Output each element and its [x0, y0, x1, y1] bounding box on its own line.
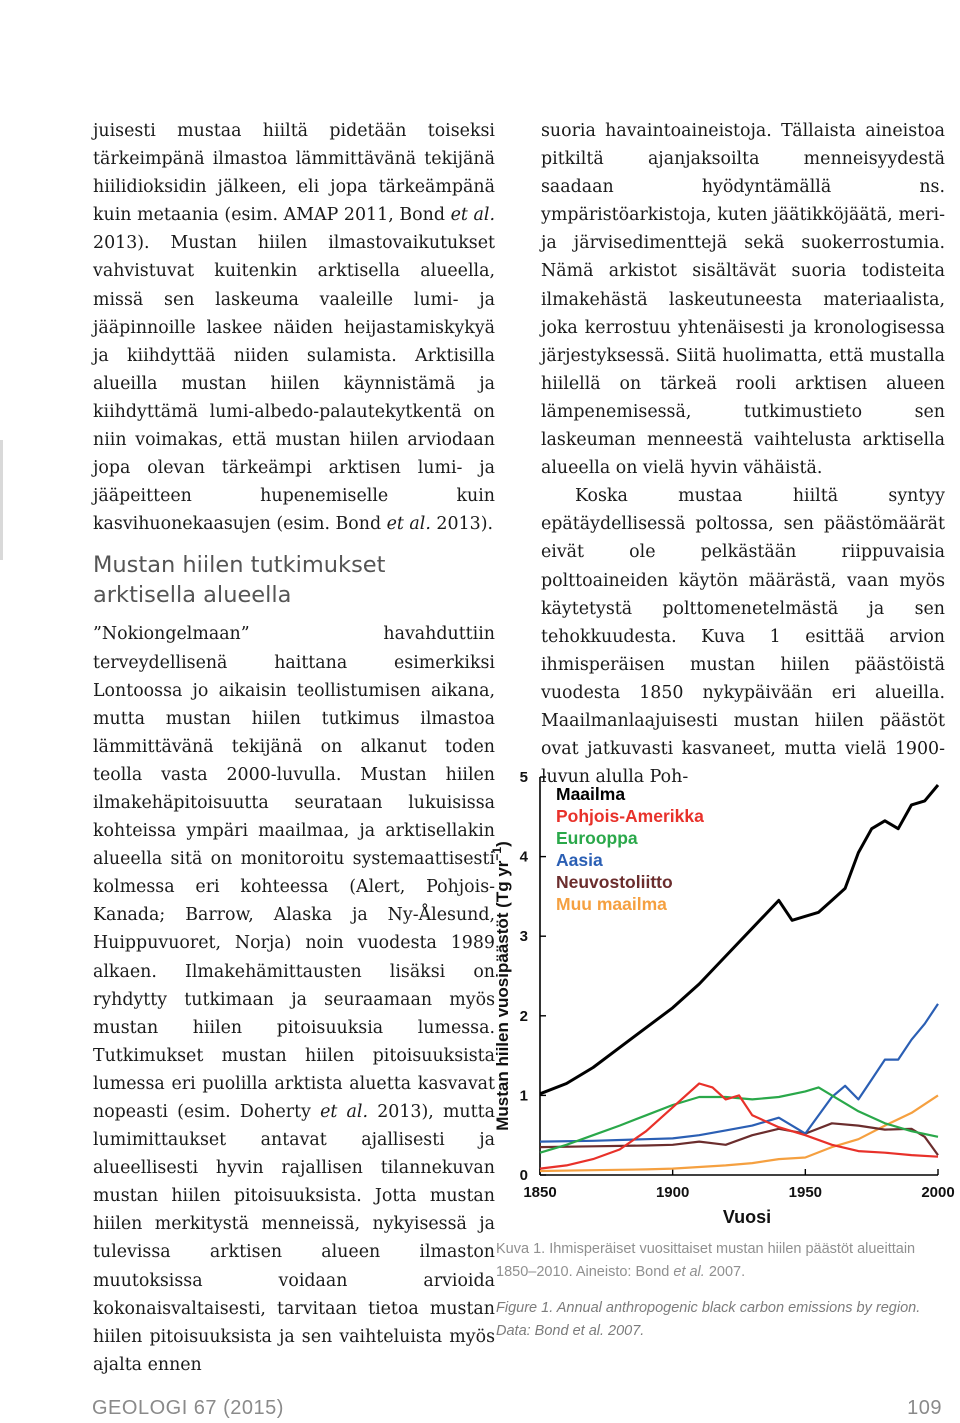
- x-tick-label: 2000: [921, 1184, 955, 1201]
- y-axis-title-superscript: −1: [490, 846, 504, 861]
- paragraph-intro: juisesti mustaa hiiltä pidetään toiseksi tärkeimpänä ilmastoa lämmittävänä tekijänä hiilidioksidin jälkeen, eli jopa tärkeämpänä kuin metaania (esim. AMAP 2011, Bond et al. 2013). Mustan hiilen ilmastovaikutukset vahvistuvat kuitenkin arktisella alueella, missä sen laskeuma vaaleille lumi- ja jääpinnoille laskee näiden heijastamiskykyä ja kiihdyttää niiden sulamista. Arktisilla alueilla mustan hiilen käynnistämä ja kiihdyttämä lumi-albedo-palautekytkentä on niin voimakas, että mustan hiilen arviodaan jopa olevan tärkeämpi arktisen lumi- ja jääpeitteen hupenemiselle kuin kasvihuonekaasujen (esim. Bond et al. 2013).: [93, 121, 495, 535]
- figure-1: [490, 760, 960, 1230]
- y-tick-label: 0: [519, 1167, 528, 1184]
- y-tick-label: 1: [519, 1087, 528, 1105]
- y-tick-label: 4: [519, 848, 528, 866]
- legend-entry-aasia: Aasia: [556, 850, 603, 870]
- section-heading: Mustan hiilen tutkimukset arktisella alueella: [93, 552, 386, 609]
- y-tick-label: 5: [519, 769, 528, 786]
- x-tick-label: 1900: [655, 1184, 690, 1201]
- legend-entry-muu-maailma: Muu maailma: [556, 894, 667, 914]
- paragraph-research: ”Nokiongelmaan” havahduttiin terveydellisenä haittana esimerkiksi Lontoossa jo aikaisin teollistumisen aikana, mutta mustan hiilen tutkimus ilmastoa lämmittävänä tekijänä on alkanut toden teolla vasta 2000-luvulla. Mustan hiilen ilmakehäpitoisuutta seurataan lukuisissa kohteissa ympäri maailmaa, ja arktisellakin alueella sitä on monitoroitu systemaattisesti kolmessa eri kohteessa (Alert, Pohjois-Kanada; Barrow, Alaska ja Ny-Ålesund, Huippuvuoret, Norja) noin vuodesta 1989 alkaen. Ilmakehämittausten lisäksi on ryhdytty tutkimaan ja seuraamaan myös mustan hiilen pitoisuuksia lumessa. Tutkimukset mustan hiilen pitoisuuksista lumessa eri puolilla arktista aluetta kasvavat nopeasti (esim. Doherty et al. 2013), mutta lumimittaukset antavat ajallisesti ja alueellisesti hyvin rajallisen tilannekuvan mustan hiilen pitoisuuksista. Jotta mustan hiilen merkitystä menneissä, nykyisessä ja tulevissa arktisen alueen ilmaston muutoksissa voidaan arvioida kokonaisvaltaisesti, tarvitaan tietoa mustan hiilen pitoisuuksista ja sen vaihteluista myös ajalta ennen: [93, 624, 495, 1375]
- series-line-pohjois-amerikka: [540, 1084, 938, 1169]
- emissions-chart: [490, 760, 960, 1230]
- legend-entry-neuvostoliitto: Neuvostoliitto: [556, 872, 673, 892]
- x-tick-label: 1850: [523, 1184, 557, 1201]
- legend-entry-eurooppa: Eurooppa: [556, 828, 638, 848]
- x-tick-label: 1950: [788, 1184, 823, 1201]
- legend-entry-maailma: Maailma: [556, 784, 626, 804]
- paragraph-archives: suoria havaintoaineistoja. Tällaista aineistoa pitkiltä ajanjaksoilta menneisyydestä saadaan hyödyntämällä ns. ympäristöarkistoja, kuten jäätikköjäätä, meri- ja järvisedimenttejä sekä suokerrostumia. Nämä arkistot sisältävät suoria todisteita ilmakehästä laskeutuneesta materiaalista, joka kerrostuu yhtenäisesti ja kronologisessa järjestyksessä. Siitä huolimatta, että mustalla hiilellä on tärkeä rooli arktisen alueen lämpenemisessä, tutkimustieto sen laskeuman menneestä vaihtelusta arktisella alueella on vielä hyvin vähäistä.: [541, 121, 945, 479]
- legend-entry-pohjois-amerikka: Pohjois-Amerikka: [556, 806, 704, 826]
- margin-rule: [0, 440, 3, 560]
- y-tick-label: 3: [519, 928, 528, 946]
- paragraph-emissions: Koska mustaa hiiltä syntyy epätäydellisessä poltossa, sen päästömäärät eivät ole pelkästään riippuvaisia polttoaineiden käytön määrästä, vaan myös käytetystä polttomenetelmästä ja sen tehokkuudesta. Kuva 1 esittää arvion ihmisperäisen mustan hiilen päästöistä vuodesta 1850 nykypäivään eri alueilla. Maailmanlaajuisesti mustan hiilen päästöt ovat jatkuvasti kasvaneet, mutta vielä 1900-luvun alulla Poh-: [541, 486, 945, 788]
- caption-finnish: Kuva 1. Ihmisperäiset vuosittaiset mustan hiilen päästöt alueittain 1850–2010. Aineisto: Bond et al. 2007.: [496, 1241, 916, 1280]
- right-column: [541, 117, 945, 791]
- y-axis-title-close: ): [493, 841, 512, 847]
- caption-english: Figure 1. Annual anthropogenic black carbon emissions by region. Data: Bond et al. 2007.: [496, 1300, 921, 1339]
- y-axis-title-text: Mustan hiilen vuosipäästöt (Tg yr: [493, 860, 512, 1131]
- y-tick-label: 2: [519, 1007, 528, 1025]
- left-column: [93, 117, 495, 1379]
- y-axis-title: [490, 841, 512, 1131]
- journal-issue: GEOLOGI 67 (2015): [92, 1397, 284, 1419]
- page-number: 109: [907, 1397, 942, 1419]
- x-axis-title: Vuosi: [722, 1207, 772, 1227]
